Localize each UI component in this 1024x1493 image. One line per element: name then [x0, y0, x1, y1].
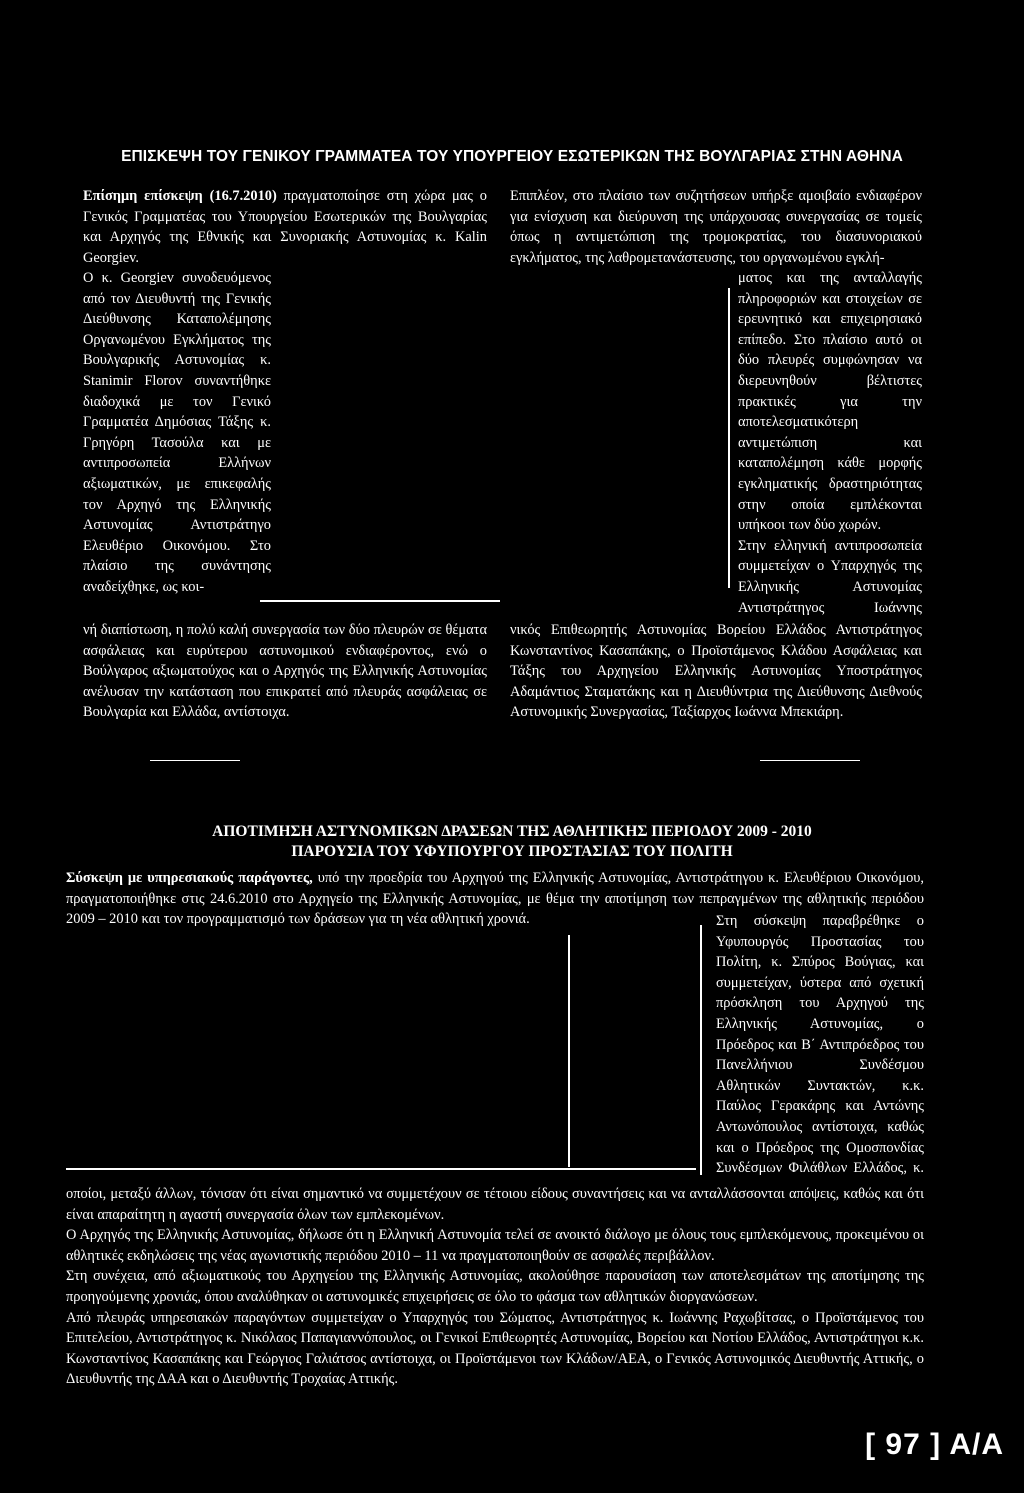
- article-2-title-line-1: ΑΠΟΤΙΜΗΣΗ ΑΣΤΥΝΟΜΙΚΩΝ ΔΡΑΣΕΩΝ ΤΗΣ ΑΘΛΗΤΙΚΗΣ ΠΕΡΙΟΔΟΥ 2009 - 2010: [212, 823, 812, 840]
- article-1-photo-left: [282, 262, 490, 600]
- photo-border-bottom: [66, 1168, 696, 1170]
- photo-border-right: [728, 288, 730, 588]
- article-2-photo: [66, 930, 696, 1172]
- separator: [150, 760, 240, 761]
- separator: [760, 760, 860, 761]
- article-1-right-wide: νικός Επιθεωρητής Αστυνομίας Βορείου Ελλάδος Αντιστράτηγος Κωνσταντίνος Κασαπάκης, ο Προϊστάμενος Κλάδου Ασφάλειας και Τάξης του Αρχηγείου Ελληνικής Αστυνομίας Υποστράτηγος Αδαμάντιος Σταματάκης και η Διευθύντρια της Διεύθυνσης Διεθνούς Αστυνομικής Συνεργασίας, Ταξίαρχος Ιωάννα Μπεκιάρη.: [510, 622, 922, 721]
- article-2-paragraph: Ο Αρχηγός της Ελληνικής Αστυνομίας, δήλωσε ότι η Ελληνική Αστυνομία τελεί σε ανοικτό διάλογο με όλους τους εμπλεκόμενους, προκειμένου οι αθλητικές εκδηλώσεις της νέας αγωνιστικής περιόδου 2010 – 11 να πραγματοποιηθούν σε ασφαλές περιβάλλον.: [66, 1227, 924, 1264]
- article-1-photo-right: [510, 268, 728, 598]
- article-2-lead-prefix: Σύσκεψη με υπηρεσιακούς παράγοντες,: [66, 870, 313, 886]
- article-1-left-narrow: Ο κ. Georgiev συνοδευόμενος από τον Διευθυντή της Γενικής Διεύθυνσης Καταπολέμησης Οργανωμένου Εγκλήματος της Βουλγαρικής Αστυνομίας κ. Stanimir Florov συναντήθηκε διαδοχικά με τον Γενικό Γραμματέα Δημόσιας Τάξης κ. Γρηγόρη Τασούλα και με αντιπροσωπεία Ελλήνων αξιωματικών, με επικεφαλής τον Αρχηγό της Ελληνικής Αστυνομίας Αντιστράτηγο Ελευθέριο Οικονόμου. Στο πλαίσιο της συνάντησης αναδείχθηκε, ως κοι-: [83, 270, 271, 595]
- article-1-right-top: Επιπλέον, στο πλαίσιο των συζητήσεων υπήρξε αμοιβαίο ενδιαφέρον για ενίσχυση και διεύρυνση της υπάρχουσας συνεργασίας σε τομείς όπως η αντιμετώπιση της τρομοκρατίας, του διασυνοριακού εγκλήματος, της λαθρομετανάστευσης, του οργανωμένου εγκλή-: [510, 188, 922, 266]
- page-number: [ 97 ] Α/Α: [865, 1428, 1004, 1461]
- article-2-paragraph: Στη συνέχεια, από αξιωματικούς του Αρχηγείου της Ελληνικής Αστυνομίας, ακολούθησε παρουσίαση των αποτελεσμάτων της αποτίμησης της προηγούμενης χρονιάς, όπου αναλύθηκαν οι αστυνομικές επιχειρήσεις σε όλο το φάσμα των αθλητικών διοργανώσεων.: [66, 1268, 924, 1305]
- photo-border-right: [700, 925, 702, 1175]
- article-1-title: ΕΠΙΣΚΕΨΗ ΤΟΥ ΓΕΝΙΚΟΥ ΓΡΑΜΜΑΤΕΑ ΤΟΥ ΥΠΟΥΡΓΕΙΟΥ ΕΣΩΤΕΡΙΚΩΝ ΤΗΣ ΒΟΥΛΓΑΡΙΑΣ ΣΤΗΝ ΑΘΗΝΑ: [121, 148, 903, 165]
- article-2-title-line-2: ΠΑΡΟΥΣΙΑ ΤΟΥ ΥΦΥΠΟΥΡΓΟΥ ΠΡΟΣΤΑΣΙΑΣ ΤΟΥ ΠΟΛΙΤΗ: [291, 843, 733, 860]
- photo-divider: [568, 935, 570, 1167]
- article-2-title: [60, 822, 964, 862]
- article-2-body: [66, 1184, 924, 1390]
- article-1-lead-text: πραγματοποίησε στη χώρα μας ο Γενικός Γραμματέας του Υπουργείου Εσωτερικών της Βουλγαρίας και Αρχηγός της Εθνικής και Συνοριακής Αστυνομίας κ. Kalin Georgiev.: [83, 188, 487, 266]
- article-1-right-narrow: ματος και της ανταλλαγής πληροφοριών και στοιχείων σε ερευνητικό και επιχειρησιακό επίπεδο. Στο πλαίσιο αυτό οι δύο πλευρές συμφώνησαν να διερευνηθούν βέλτιστες πρακτικές για την αποτελεσματικότερη αντιμετώπιση και καταπολέμηση κάθε μορφής εγκληματικής δραστηριότητας στην οποία εμπλέκονται υπήκοοι των δύο χωρών. Στην ελληνική αντιπροσωπεία συμμετείχαν ο Υπαρχηγός της Ελληνικής Αστυνομίας Αντιστράτηγος Ιωάννης: [738, 270, 922, 616]
- article-1-lead-prefix: Επίσημη επίσκεψη (16.7.2010): [83, 188, 277, 204]
- article-2-lead-text: υπό την προεδρία του Αρχηγού της Ελληνικής Αστυνομίας, Αντιστράτηγου κ. Ελευθέριου Οικονόμου, πραγματοποιήθηκε στις 24.6.2010 στο Αρχηγείο της Ελληνικής Αστυνομίας, με θέμα την αποτίμηση των πεπραγμένων της αθλητικής περιόδου 2009 – 2010 και τον προγραμματισμό των δράσεων για τη νέα αθλητική χρονιά.: [66, 870, 924, 928]
- article-1-left-wide: νή διαπίστωση, η πολύ καλή συνεργασία των δύο πλευρών σε θέματα ασφάλειας και ευρύτερου αστυνομικού ενδιαφέροντος, ενώ ο Βούλγαρος αξιωματούχος και ο Αρχηγός της Ελληνικής Αστυνομίας ανέλυσαν την κατάσταση που επικρατεί από πλευράς ασφάλειας σε Βουλγαρία και Ελλάδα, αντίστοιχα.: [83, 622, 487, 721]
- article-2-paragraph: Από πλευράς υπηρεσιακών παραγόντων συμμετείχαν ο Υπαρχηγός του Σώματος, Αντιστράτηγος κ. Ιωάννης Ραχωβίτσας, ο Προϊστάμενος του Επιτελείου, Αντιστράτηγος κ. Νικόλαος Παπαγιαννόπουλος, οι Γενικοί Επιθεωρητές Αστυνομίας, Βορείου και Νοτίου Ελλάδος, Αντιστράτηγοι κ.κ. Κωνσταντίνος Κασαπάκης και Γεώργιος Γαλιάτσος αντίστοιχα, οι Προϊστάμενοι των Κλάδων/ΑΕΑ, ο Γενικός Αστυνομικός Διευθυντής Αττικής, ο Διευθυντής της ΔΑΑ και ο Διευθυντής Τροχαίας Αττικής.: [66, 1309, 924, 1388]
- photo-border-bottom: [260, 600, 500, 602]
- article-2-right-narrow: Στη σύσκεψη παραβρέθηκε ο Υφυπουργός Προστασίας του Πολίτη, κ. Σπύρος Βούγιας, και συμμετείχαν, ύστερα από σχετική πρόσκληση του Αρχηγού της Ελληνικής Αστυνομίας, ο Πρόεδρος και Β΄ Αντιπρόεδρος του Πανελλήνιου Συνδέσμου Αθλητικών Συντακτών, κ.κ. Παύλος Γερακάρης και Αντώνης Αντωνόπουλος αντίστοιχα, καθώς και ο Πρόεδρος της Ομοσπονδίας Συνδέσμων Φιλάθλων Ελλάδος, κ.: [716, 913, 924, 1177]
- article-2-paragraph: οποίοι, μεταξύ άλλων, τόνισαν ότι είναι σημαντικό να συμμετέχουν σε τέτοιου είδους συναντήσεις και να ανταλλάσσονται απόψεις, καθώς και ότι είναι απαραίτητη η αγαστή συνεργασία όλων των εμπλεκομένων.: [66, 1186, 924, 1223]
- article-1-lead: [83, 186, 487, 268]
